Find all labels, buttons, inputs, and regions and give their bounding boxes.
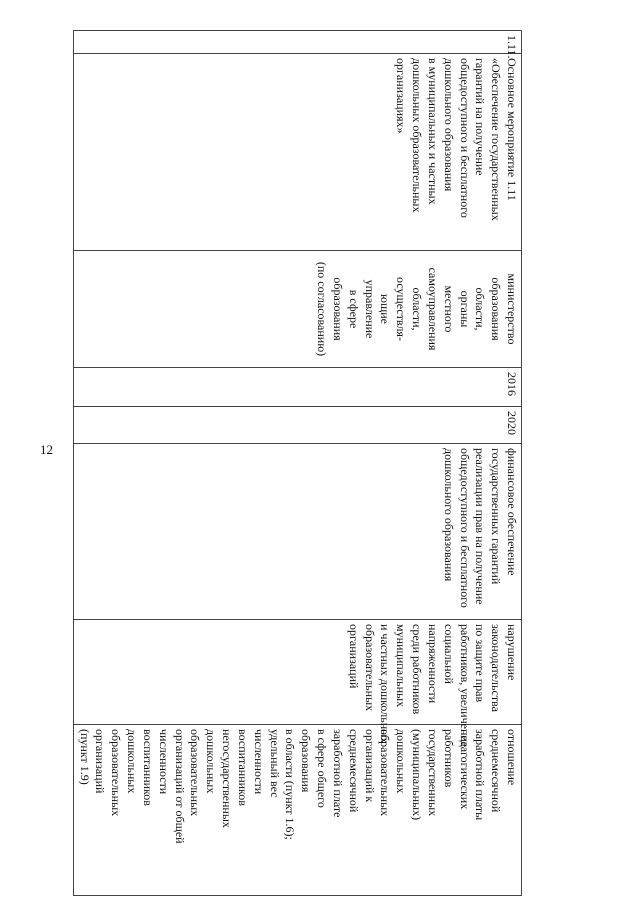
table-row	[73, 31, 521, 896]
row-number-cell	[73, 31, 521, 59]
start-year-cell	[73, 368, 521, 407]
executor-text: министерство образования области, органы местного самоуправления области, осуществля- ющие управление в сфере образования (по согласованию)	[315, 261, 519, 357]
executor-cell	[73, 251, 521, 368]
measures-table	[73, 30, 522, 896]
risk-text: нарушение законодательства по защите прав работников, увеличение социальной напряженности среди работников муниципальных и частных дошкольных образовательных организаций	[346, 624, 519, 748]
event-name: Основное мероприятие 1.11 «Обеспечение государственных гарантий на получение общедоступного и бесплатного дошкольного образования в муниципальных и частных дошкольных образовательных организациях»	[394, 58, 519, 221]
expected-result-text: финансовое обеспечение государственных гарантий реализации прав на получение общедоступного и бесплатного дошкольного образования	[441, 448, 519, 608]
end-year-cell	[73, 407, 521, 444]
end-year: 2020	[505, 411, 519, 435]
event-cell	[73, 54, 521, 251]
page-number: 12	[40, 442, 53, 457]
expected-result-cell	[73, 444, 521, 620]
indicators-text: отношение среднемесячной заработной платы педагогических работников государственных (муниципальных) дошкольных образовательных организаций к среднемесячной заработной плате в сфере общего образования в области (пункт 1.6); удельный вес численности воспитанников негосударственных дошкольных образовательных организаций от общей численности воспитанников дошкольных образовательных организаций (пункт 1.9)	[77, 729, 519, 844]
start-year: 2016	[505, 372, 519, 396]
risk-cell	[73, 620, 521, 748]
indicators-cell	[73, 725, 521, 896]
row-number: 1.11.	[505, 35, 519, 59]
